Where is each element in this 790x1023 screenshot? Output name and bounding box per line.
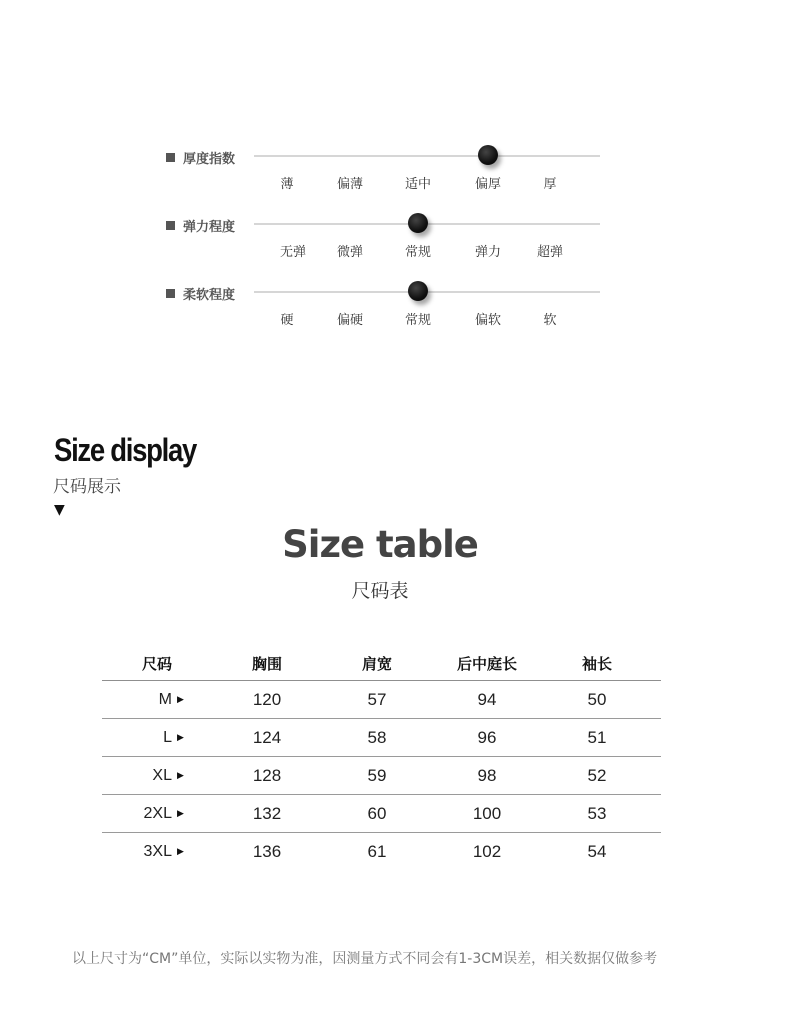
table-row [102, 718, 661, 756]
attribute-option: 微弹 [336, 245, 364, 260]
triangle-right-icon: ▶ [177, 808, 184, 819]
attribute-title: 柔软程度 [166, 284, 235, 303]
attribute-option: 弹力 [474, 245, 502, 260]
size-display-subtitle: 尺码展示 [53, 477, 121, 497]
attribute-option: 适中 [404, 177, 432, 192]
attribute-title: 弹力程度 [166, 216, 235, 235]
triangle-right-icon: ▶ [177, 732, 184, 743]
shoulder-value: 59 [367, 765, 387, 785]
chest-value: 132 [252, 803, 282, 823]
size-table-title: Size table [282, 523, 478, 566]
attribute-option: 偏薄 [336, 177, 364, 192]
attribute-option: 常规 [404, 245, 432, 260]
attribute-indicator-knob [478, 145, 498, 165]
attribute-indicator-knob [408, 213, 428, 233]
attribute-option: 厚 [543, 177, 557, 192]
length-value: 96 [477, 727, 497, 747]
sleeve-value: 53 [587, 803, 607, 823]
attribute-track [254, 223, 600, 225]
size-label: 3XL [143, 842, 172, 860]
square-bullet-icon [166, 221, 175, 230]
sleeve-value: 51 [587, 727, 607, 747]
length-value: 100 [472, 803, 502, 823]
table-row [102, 832, 661, 870]
shoulder-value: 61 [367, 841, 387, 861]
measurement-footnote: 以上尺寸为“CM”单位，实际以实物为准，因测量方式不同会有1-3CM误差，相关数据仅做参考 [72, 951, 658, 967]
square-bullet-icon [166, 289, 175, 298]
chest-value: 128 [252, 765, 282, 785]
table-row [102, 680, 661, 718]
attribute-elasticity [0, 220, 790, 283]
header-sleeve: 袖长 [581, 654, 612, 673]
triangle-down-icon: ▼ [54, 502, 65, 518]
shoulder-value: 57 [367, 689, 387, 709]
triangle-right-icon: ▶ [177, 770, 184, 781]
attribute-option: 偏软 [474, 313, 502, 328]
shoulder-value: 58 [367, 727, 387, 747]
size-label: 2XL [143, 804, 172, 822]
attribute-option: 超弹 [536, 245, 564, 260]
attribute-track [254, 291, 600, 293]
size-label: L [163, 728, 172, 746]
attribute-option: 薄 [280, 177, 294, 192]
attribute-thickness [0, 152, 790, 215]
size-table-subtitle: 尺码表 [351, 580, 409, 602]
length-value: 98 [477, 765, 497, 785]
chest-value: 120 [252, 689, 282, 709]
triangle-right-icon: ▶ [177, 846, 184, 857]
shoulder-value: 60 [367, 803, 387, 823]
attribute-title: 厚度指数 [166, 148, 235, 167]
size-label: XL [152, 766, 172, 784]
sleeve-value: 50 [587, 689, 607, 709]
size-label: M [158, 690, 172, 708]
attribute-indicator-knob [408, 281, 428, 301]
attribute-option: 偏厚 [474, 177, 502, 192]
length-value: 102 [472, 841, 502, 861]
table-row [102, 756, 661, 794]
header-chest: 胸围 [251, 654, 282, 673]
sleeve-value: 52 [587, 765, 607, 785]
attribute-softness [0, 288, 790, 351]
triangle-right-icon: ▶ [177, 694, 184, 705]
length-value: 94 [477, 689, 497, 709]
header-shoulder: 肩宽 [361, 654, 392, 673]
chest-value: 136 [252, 841, 282, 861]
size-table [102, 648, 661, 870]
chest-value: 124 [252, 727, 282, 747]
table-row [102, 794, 661, 832]
size-display-title: Size display [54, 432, 197, 468]
table-header-row [102, 648, 661, 680]
attribute-option: 常规 [404, 313, 432, 328]
attribute-option: 软 [543, 313, 557, 328]
attribute-option: 无弹 [279, 245, 307, 260]
square-bullet-icon [166, 153, 175, 162]
attribute-option: 硬 [280, 313, 294, 328]
sleeve-value: 54 [587, 841, 607, 861]
attribute-option: 偏硬 [336, 313, 364, 328]
header-length: 后中庭长 [456, 654, 517, 673]
header-size: 尺码 [141, 654, 172, 673]
attribute-track [254, 155, 600, 157]
